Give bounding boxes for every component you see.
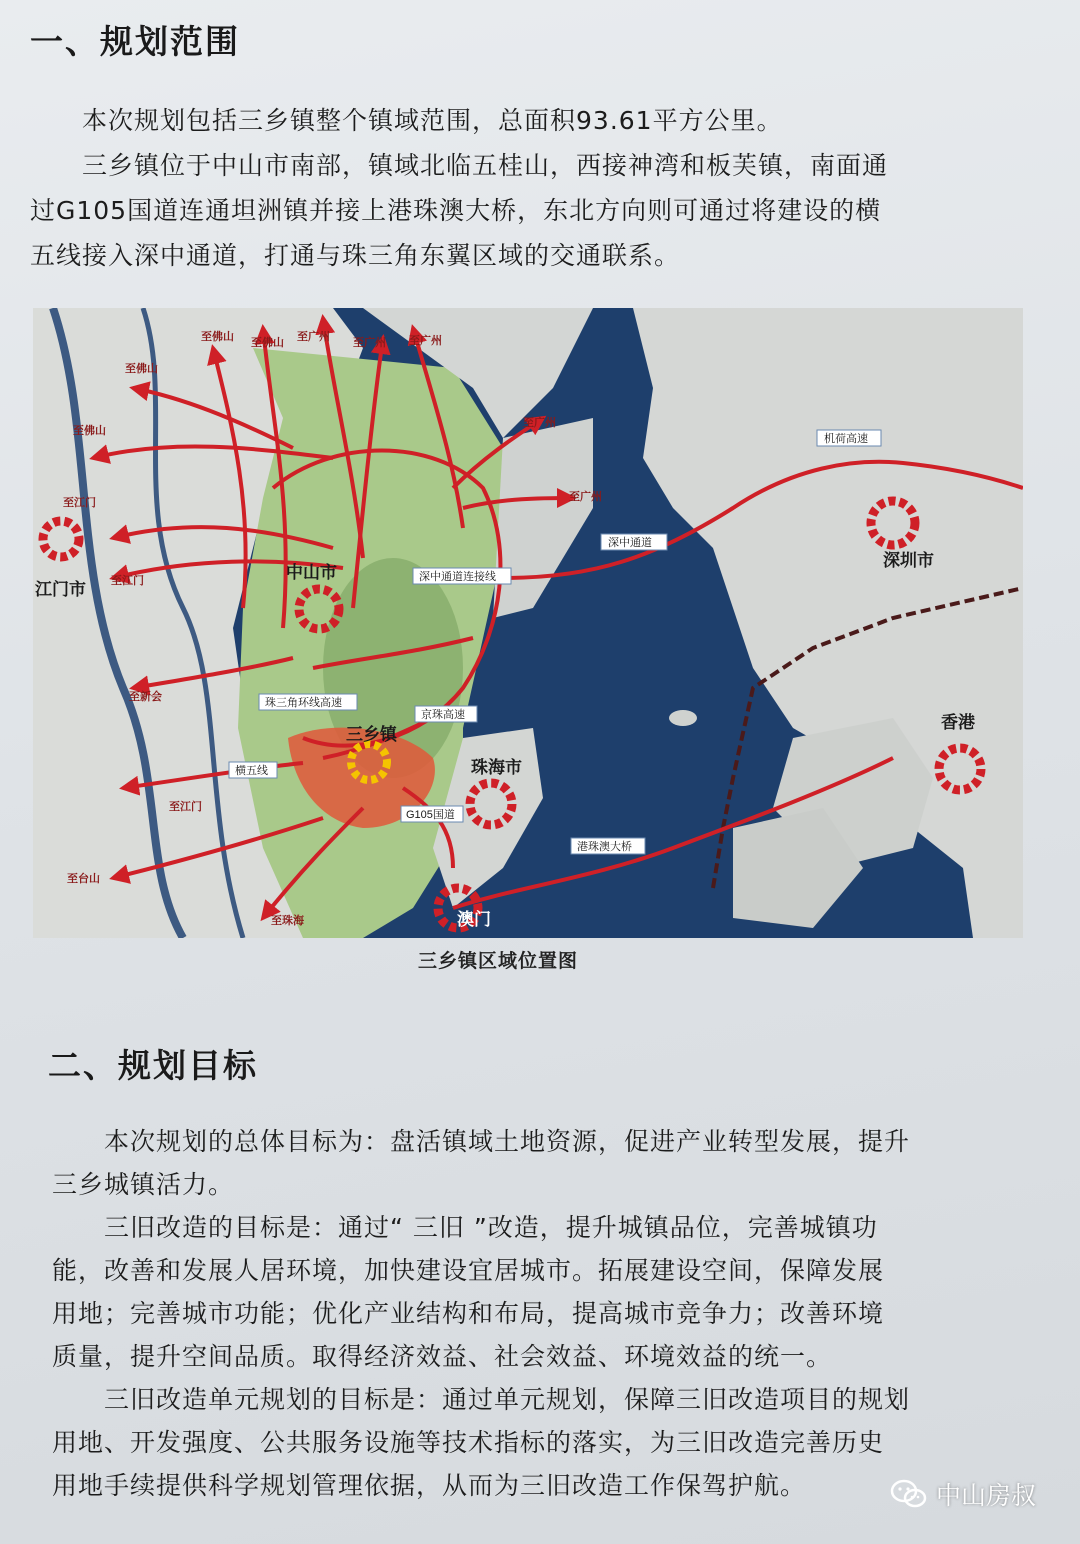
direction-label: 至佛山 [251,337,284,349]
city-label-sanxiang: 三乡镇 [346,725,397,744]
city-label-zhongshan: 中山市 [286,563,337,582]
road-label-hengwu: 横五线 [235,765,268,777]
direction-label: 至广州 [569,491,602,503]
direction-label: 至广州 [409,335,442,347]
text-line: 用地手续提供科学规划管理依据，从而为三旧改造工作保驾护航。 [52,1471,807,1500]
watermark-text: 中山房叔 [936,1481,1037,1510]
road-label-g105: G105国道 [406,809,455,821]
regional-location-map [33,308,1023,938]
road-label-prd-ring: 珠三角环线高速 [265,697,342,709]
text-line: 三乡镇位于中山市南部，镇域北临五桂山，西接神湾和板芙镇，南面通 [30,151,889,180]
text-line: 三旧改造的目标是：通过“ 三旧 ”改造，提升城镇品位，完善城镇功 [52,1213,878,1242]
text-line: 用地、开发强度、公共服务设施等技术指标的落实，为三旧改造完善历史 [52,1428,885,1457]
road-label-hzm-bridge: 港珠澳大桥 [577,841,632,853]
text-line: 用地；完善城市功能；优化产业结构和布局，提高城市竞争力；改善环境 [52,1299,885,1328]
section-goals-text [52,1120,910,1507]
direction-label: 至新会 [129,691,162,703]
text-line: 能，改善和发展人居环境，加快建设宜居城市。拓展建设空间，保障发展 [52,1256,885,1285]
text-line: 本次规划包括三乡镇整个镇域范围，总面积93.61平方公里。 [30,106,783,135]
section-heading-goals: 二、规划目标 [48,1046,258,1085]
road-label-jingzhu: 京珠高速 [421,709,465,721]
direction-label: 至广州 [523,417,556,429]
direction-label: 至江门 [63,497,96,509]
direction-label: 至台山 [67,873,100,885]
text-line: 质量，提升空间品质。取得经济效益、社会效益、环境效益的统一。 [52,1342,833,1371]
text-line: 五线接入深中通道，打通与珠三角东翼区域的交通联系。 [30,241,681,270]
direction-label: 至广州 [353,337,386,349]
city-label-hongkong: 香港 [941,713,975,732]
text-line: 三乡城镇活力。 [52,1170,235,1199]
city-label-macau: 澳门 [457,910,491,929]
text-line: 过G105国道连通坦洲镇并接上港珠澳大桥，东北方向则可通过将建设的横 [30,196,882,225]
direction-label: 至江门 [169,801,202,813]
watermark [890,1476,1036,1512]
road-label-shenzhong-link: 深中通道连接线 [419,571,496,583]
road-label-shenzhong: 深中通道 [608,537,652,549]
direction-label: 至佛山 [201,331,234,343]
city-label-zhuhai: 珠海市 [471,758,522,777]
city-label-shenzhen: 深圳市 [883,551,934,570]
direction-label: 至江门 [111,575,144,587]
map-caption: 三乡镇区域位置图 [418,950,579,972]
city-label-jiangmen: 江门市 [35,580,86,599]
section-scope-text [30,98,888,278]
direction-label: 至珠海 [271,915,304,927]
wechat-icon [890,1478,928,1510]
direction-label: 至广州 [297,331,330,343]
island [669,710,697,726]
section-heading-scope: 一、规划范围 [30,22,240,61]
text-line: 本次规划的总体目标为：盘活镇域土地资源，促进产业转型发展，提升 [52,1127,911,1156]
text-line: 三旧改造单元规划的目标是：通过单元规划，保障三旧改造项目的规划 [52,1385,911,1414]
direction-label: 至佛山 [125,363,158,375]
road-label-jihe: 机荷高速 [824,433,868,445]
direction-label: 至佛山 [73,425,106,437]
